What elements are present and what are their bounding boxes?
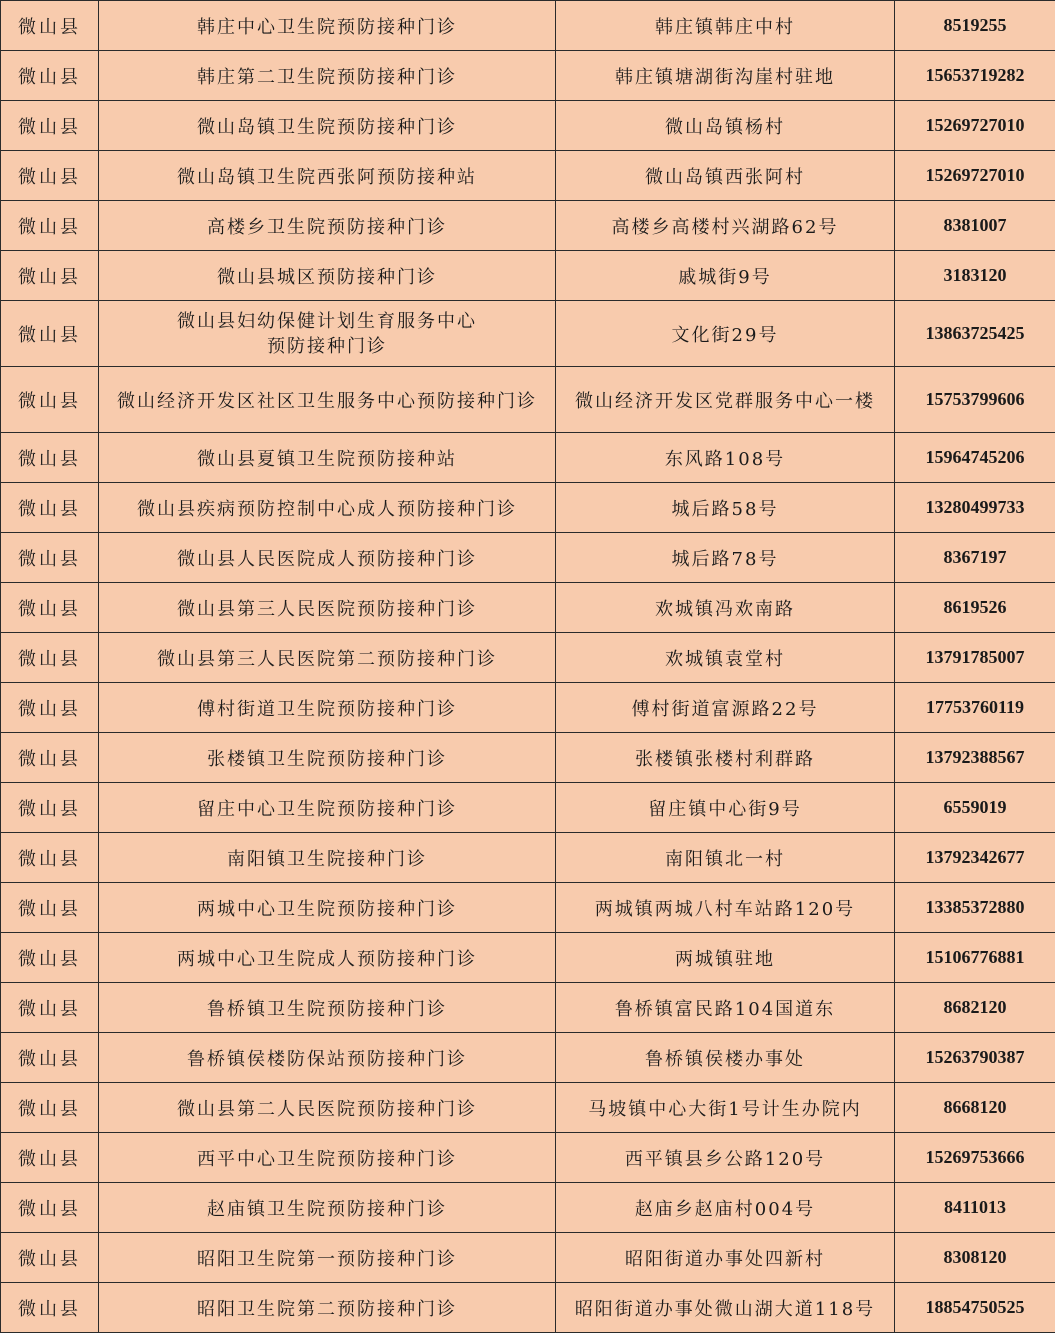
table-row [1, 533, 1055, 583]
table-row [1, 301, 1055, 367]
county-cell: 微山县 [1, 1, 99, 51]
address-cell: 西平镇县乡公路120号 [556, 1133, 895, 1183]
clinic-name-cell: 微山县人民医院成人预防接种门诊 [99, 533, 556, 583]
clinic-name-cell: 微山经济开发区社区卫生服务中心预防接种门诊 [99, 367, 556, 433]
clinic-name-cell: 傅村街道卫生院预防接种门诊 [99, 683, 556, 733]
phone-cell: 15269727010 [895, 151, 1055, 201]
clinic-name-line: 微山县妇幼保健计划生育服务中心 [101, 309, 553, 334]
phone-cell: 15269753666 [895, 1133, 1055, 1183]
address-cell: 城后路78号 [556, 533, 895, 583]
address-cell: 鲁桥镇富民路104国道东 [556, 983, 895, 1033]
county-cell: 微山县 [1, 433, 99, 483]
address-cell: 欢城镇袁堂村 [556, 633, 895, 683]
phone-cell: 15753799606 [895, 367, 1055, 433]
phone-cell: 15964745206 [895, 433, 1055, 483]
phone-cell: 8682120 [895, 983, 1055, 1033]
county-cell: 微山县 [1, 251, 99, 301]
address-cell: 戚城街9号 [556, 251, 895, 301]
address-cell: 马坡镇中心大街1号计生办院内 [556, 1083, 895, 1133]
table-row [1, 201, 1055, 251]
phone-cell: 8308120 [895, 1233, 1055, 1283]
clinic-table-body [1, 1, 1055, 1333]
county-cell: 微山县 [1, 633, 99, 683]
phone-cell: 13792342677 [895, 833, 1055, 883]
table-row [1, 883, 1055, 933]
table-row [1, 833, 1055, 883]
address-cell: 两城镇驻地 [556, 933, 895, 983]
table-row [1, 633, 1055, 683]
table-row [1, 783, 1055, 833]
county-cell: 微山县 [1, 1233, 99, 1283]
clinic-name-cell: 韩庄第二卫生院预防接种门诊 [99, 51, 556, 101]
phone-cell: 13792388567 [895, 733, 1055, 783]
address-cell: 南阳镇北一村 [556, 833, 895, 883]
clinic-name-cell: 昭阳卫生院第一预防接种门诊 [99, 1233, 556, 1283]
address-cell: 城后路58号 [556, 483, 895, 533]
county-cell: 微山县 [1, 883, 99, 933]
clinic-name-cell: 微山县第三人民医院预防接种门诊 [99, 583, 556, 633]
county-cell: 微山县 [1, 933, 99, 983]
county-cell: 微山县 [1, 201, 99, 251]
county-cell: 微山县 [1, 833, 99, 883]
address-cell: 东风路108号 [556, 433, 895, 483]
table-row [1, 683, 1055, 733]
county-cell: 微山县 [1, 483, 99, 533]
clinic-name-cell: 高楼乡卫生院预防接种门诊 [99, 201, 556, 251]
clinic-name-cell: 微山县疾病预防控制中心成人预防接种门诊 [99, 483, 556, 533]
table-row [1, 733, 1055, 783]
table-row [1, 1033, 1055, 1083]
clinic-name-cell: 微山岛镇卫生院西张阿预防接种站 [99, 151, 556, 201]
clinic-name-cell: 留庄中心卫生院预防接种门诊 [99, 783, 556, 833]
phone-cell: 13791785007 [895, 633, 1055, 683]
table-row [1, 367, 1055, 433]
phone-cell: 15106776881 [895, 933, 1055, 983]
phone-cell: 8619526 [895, 583, 1055, 633]
county-cell: 微山县 [1, 301, 99, 367]
clinic-name-cell [99, 301, 556, 367]
phone-cell: 15653719282 [895, 51, 1055, 101]
address-cell: 赵庙乡赵庙村004号 [556, 1183, 895, 1233]
clinic-name-cell: 昭阳卫生院第二预防接种门诊 [99, 1283, 556, 1333]
county-cell: 微山县 [1, 367, 99, 433]
county-cell: 微山县 [1, 733, 99, 783]
address-cell: 昭阳街道办事处微山湖大道118号 [556, 1283, 895, 1333]
county-cell: 微山县 [1, 1283, 99, 1333]
phone-cell: 15263790387 [895, 1033, 1055, 1083]
clinic-name-cell: 两城中心卫生院成人预防接种门诊 [99, 933, 556, 983]
phone-cell: 8519255 [895, 1, 1055, 51]
address-cell: 韩庄镇韩庄中村 [556, 1, 895, 51]
table-row [1, 251, 1055, 301]
phone-cell: 8411013 [895, 1183, 1055, 1233]
phone-cell: 8668120 [895, 1083, 1055, 1133]
county-cell: 微山县 [1, 983, 99, 1033]
phone-cell: 8381007 [895, 201, 1055, 251]
table-row [1, 933, 1055, 983]
table-row [1, 1083, 1055, 1133]
county-cell: 微山县 [1, 1033, 99, 1083]
county-cell: 微山县 [1, 151, 99, 201]
county-cell: 微山县 [1, 533, 99, 583]
clinic-name-line: 预防接种门诊 [101, 334, 553, 359]
phone-cell: 15269727010 [895, 101, 1055, 151]
phone-cell: 17753760119 [895, 683, 1055, 733]
phone-cell: 18854750525 [895, 1283, 1055, 1333]
clinic-name-cell: 微山县第三人民医院第二预防接种门诊 [99, 633, 556, 683]
address-cell: 张楼镇张楼村利群路 [556, 733, 895, 783]
clinic-name-cell: 张楼镇卫生院预防接种门诊 [99, 733, 556, 783]
phone-cell: 3183120 [895, 251, 1055, 301]
address-cell: 两城镇两城八村车站路120号 [556, 883, 895, 933]
address-cell: 傅村街道富源路22号 [556, 683, 895, 733]
county-cell: 微山县 [1, 583, 99, 633]
table-row [1, 1283, 1055, 1333]
table-row [1, 1133, 1055, 1183]
table-row [1, 433, 1055, 483]
table-row [1, 1183, 1055, 1233]
phone-cell: 13863725425 [895, 301, 1055, 367]
phone-cell: 8367197 [895, 533, 1055, 583]
clinic-name-cell: 微山县夏镇卫生院预防接种站 [99, 433, 556, 483]
clinic-name-cell: 微山县第二人民医院预防接种门诊 [99, 1083, 556, 1133]
county-cell: 微山县 [1, 1133, 99, 1183]
table-row [1, 51, 1055, 101]
clinic-name-cell: 鲁桥镇卫生院预防接种门诊 [99, 983, 556, 1033]
table-row [1, 483, 1055, 533]
clinic-name-cell: 韩庄中心卫生院预防接种门诊 [99, 1, 556, 51]
clinic-name-cell: 微山县城区预防接种门诊 [99, 251, 556, 301]
address-cell: 微山岛镇西张阿村 [556, 151, 895, 201]
address-cell: 欢城镇冯欢南路 [556, 583, 895, 633]
phone-cell: 6559019 [895, 783, 1055, 833]
phone-cell: 13385372880 [895, 883, 1055, 933]
county-cell: 微山县 [1, 783, 99, 833]
phone-cell: 13280499733 [895, 483, 1055, 533]
table-row [1, 101, 1055, 151]
address-cell: 文化街29号 [556, 301, 895, 367]
clinic-name-cell: 微山岛镇卫生院预防接种门诊 [99, 101, 556, 151]
clinic-name-cell: 鲁桥镇侯楼防保站预防接种门诊 [99, 1033, 556, 1083]
table-row [1, 983, 1055, 1033]
address-cell: 高楼乡高楼村兴湖路62号 [556, 201, 895, 251]
table-row [1, 1, 1055, 51]
county-cell: 微山县 [1, 1083, 99, 1133]
table-row [1, 1233, 1055, 1283]
address-cell: 留庄镇中心街9号 [556, 783, 895, 833]
county-cell: 微山县 [1, 51, 99, 101]
clinic-name-cell: 赵庙镇卫生院预防接种门诊 [99, 1183, 556, 1233]
county-cell: 微山县 [1, 683, 99, 733]
address-cell: 微山经济开发区党群服务中心一楼 [556, 367, 895, 433]
clinic-name-cell: 南阳镇卫生院接种门诊 [99, 833, 556, 883]
clinic-name-cell: 两城中心卫生院预防接种门诊 [99, 883, 556, 933]
county-cell: 微山县 [1, 101, 99, 151]
address-cell: 鲁桥镇侯楼办事处 [556, 1033, 895, 1083]
address-cell: 昭阳街道办事处四新村 [556, 1233, 895, 1283]
table-row [1, 583, 1055, 633]
table-row [1, 151, 1055, 201]
county-cell: 微山县 [1, 1183, 99, 1233]
clinic-name-cell: 西平中心卫生院预防接种门诊 [99, 1133, 556, 1183]
address-cell: 微山岛镇杨村 [556, 101, 895, 151]
address-cell: 韩庄镇塘湖街沟崖村驻地 [556, 51, 895, 101]
